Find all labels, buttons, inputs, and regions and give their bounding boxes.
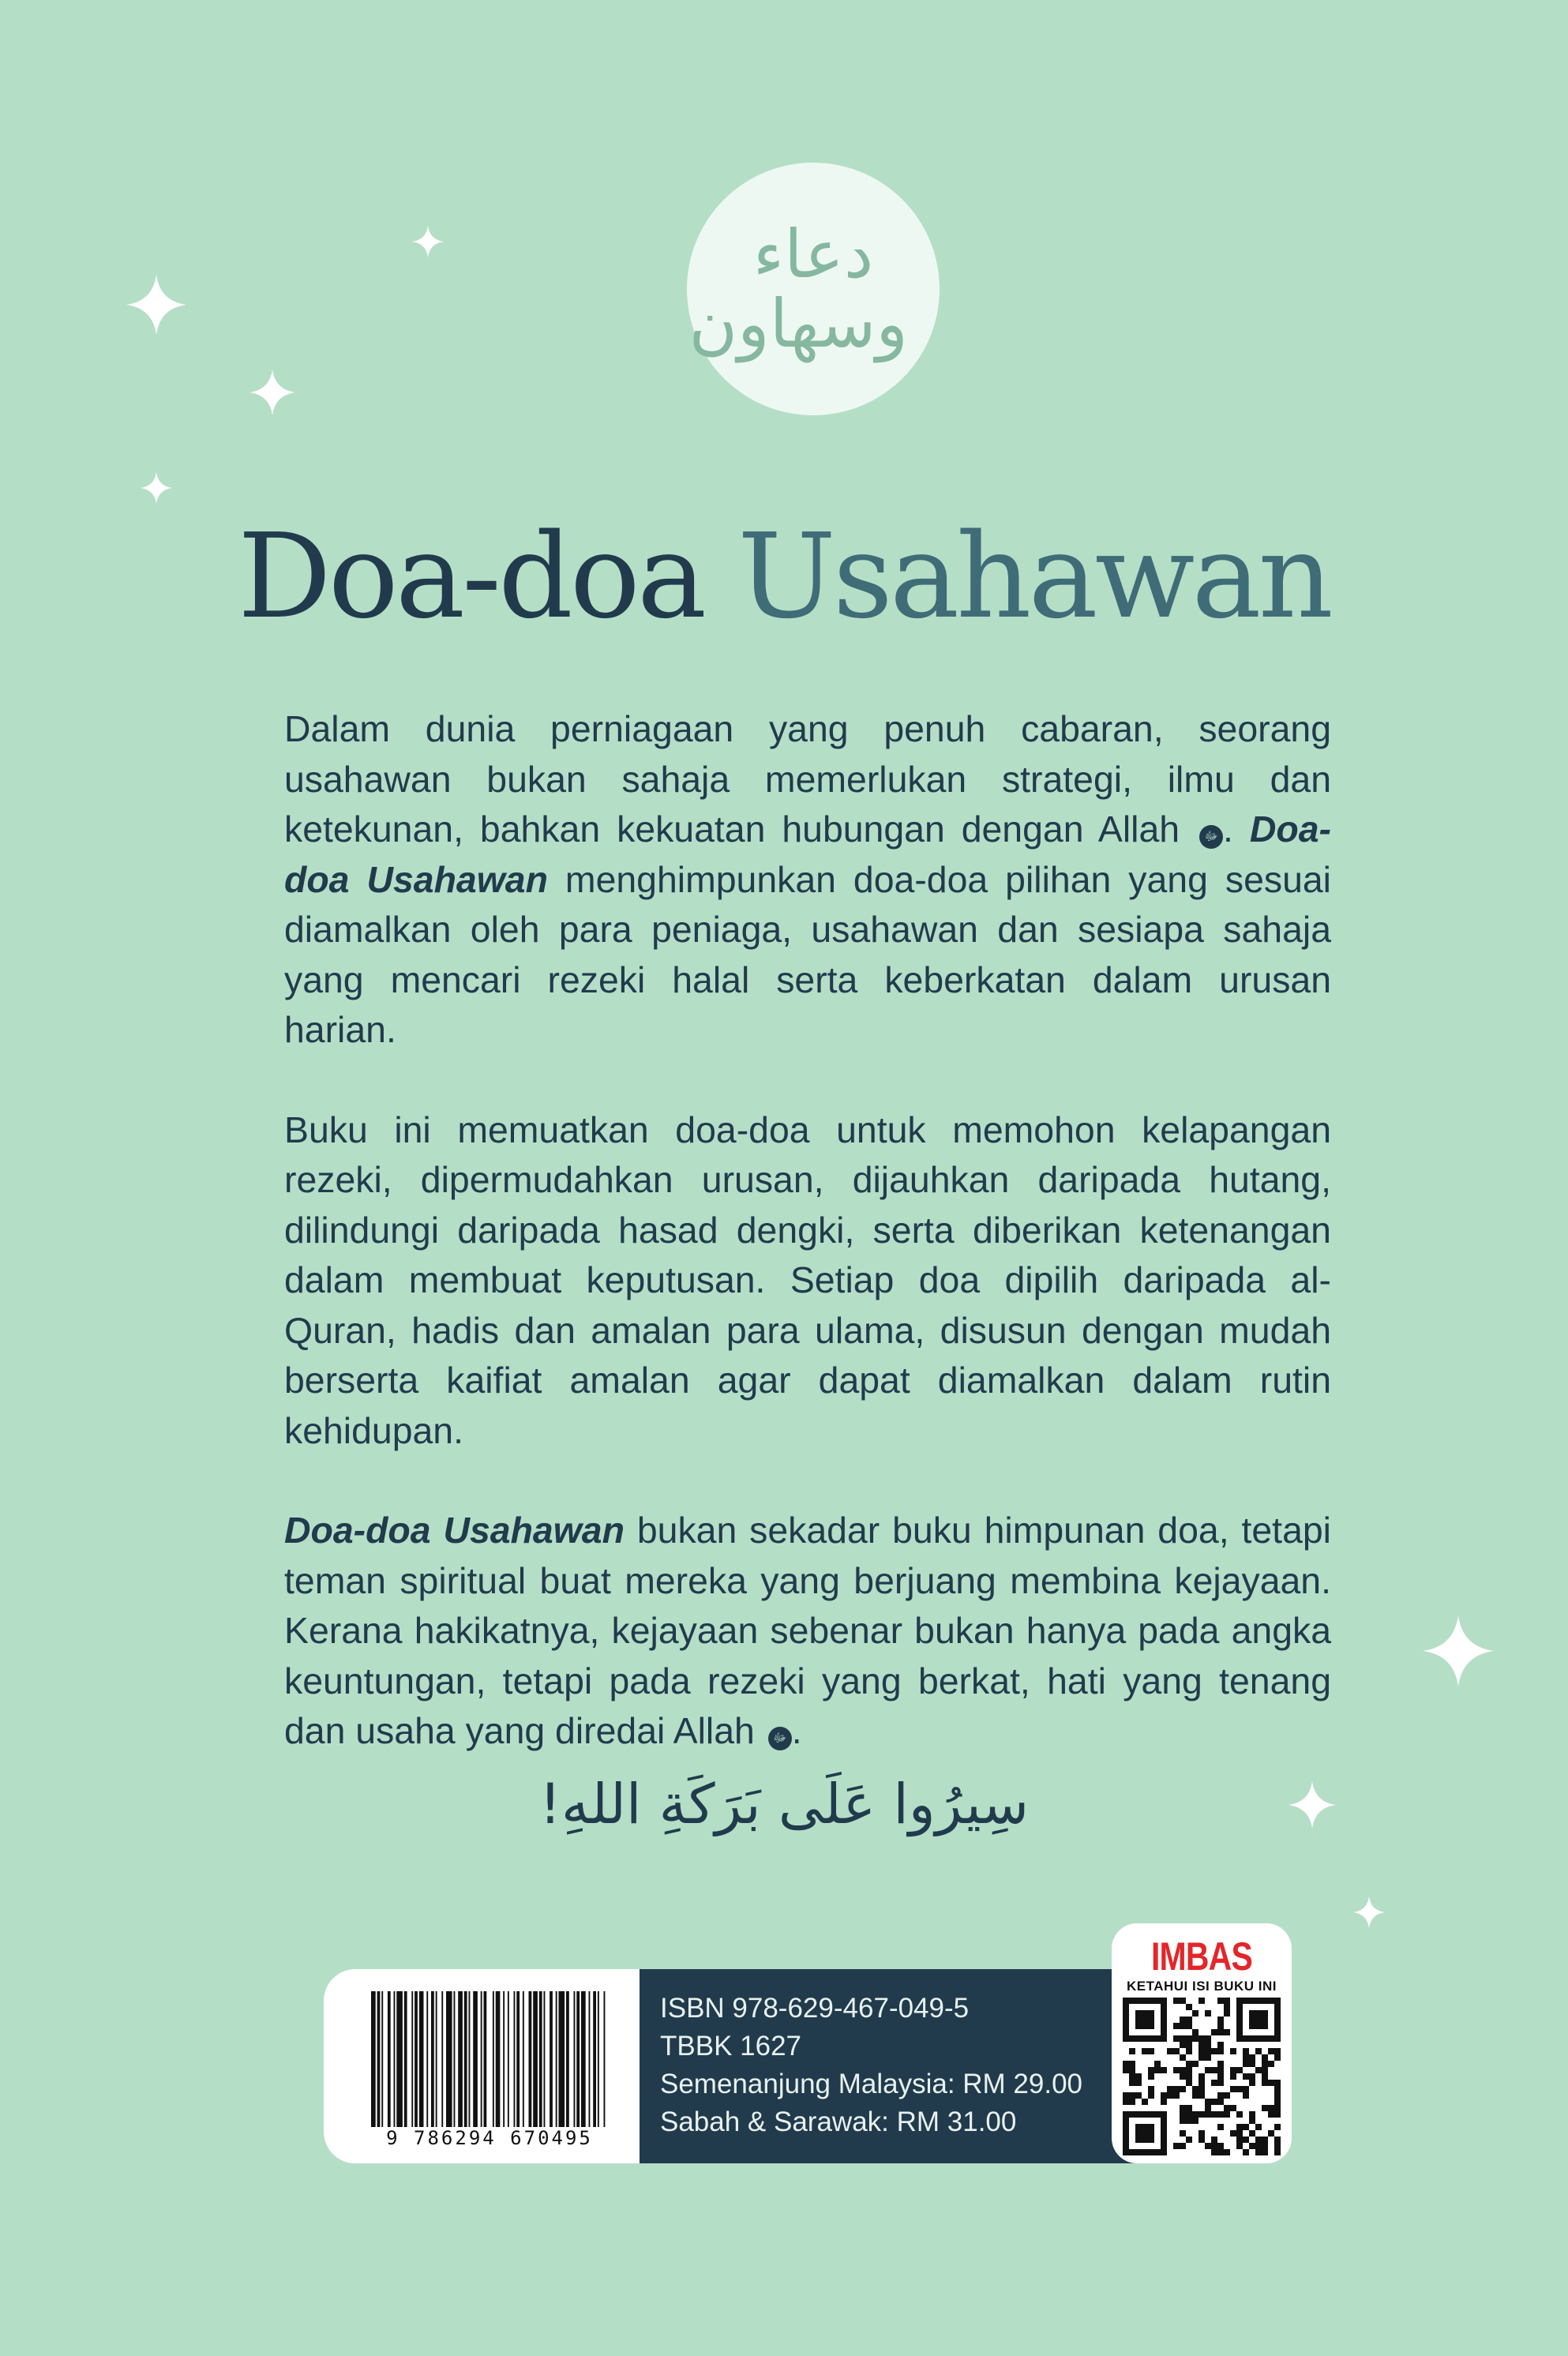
book-title-inline: Doa-doa Usahawan [284,1510,625,1551]
barcode-digits: 9 786294 670495 [386,2127,593,2149]
qr-subtitle: KETAHUI ISI BUKU INI [1126,1979,1277,1994]
sparkle-icon [1353,1896,1385,1928]
swt-glyph-icon: ﷻ [1199,825,1223,849]
sparkle-icon [412,226,444,257]
price-east-malaysia: Sabah & Sarawak: RM 31.00 [660,2107,1017,2137]
qr-code[interactable] [1123,1998,1281,2155]
logo-calligraphy-text: دعاء وسهاون [688,215,908,362]
qr-code-box[interactable] [1112,1923,1292,2163]
arabic-quote: سِيرُوا عَلَى بَرَكَةِ اللهِ! [538,1772,1030,1836]
calligraphy-logo [687,163,940,415]
price-peninsular: Semenanjung Malaysia: RM 29.00 [660,2069,1083,2099]
barcode [324,1969,640,2163]
sparkle-icon [126,275,186,335]
book-title [0,505,1568,647]
book-description [284,704,1331,1757]
book-title-part2: Usahawan [737,508,1330,644]
isbn-text: ISBN 978-629-467-049-5 [660,1993,970,2024]
book-info-panel [324,1969,1202,2163]
description-paragraph-1: Dalam dunia perniagaan yang penuh cabaran, seorang usahawan bukan sahaja memerlukan strategi, ilmu dan ketekunan, bahkan kekuatan hubungan dengan Allah ﷻ . Doa-doa Usahawan menghimpunkan doa-doa pilihan yang sesuai diamalkan oleh para peniaga, usahawan dan sesiapa sahaja yang mencari rezeki halal serta keberkatan dalam urusan harian. [284,708,1331,1050]
description-paragraph-3: Doa-doa Usahawan bukan sekadar buku himpunan doa, tetapi teman spiritual buat mereka yang berjuang membina kejayaan. Kerana hakikatnya, kejayaan sebenar bukan hanya pada angka keuntungan, tetapi pada rezeki yang berkat, hati yang tenang dan usaha yang diredai Allah ﷻ . [284,1510,1331,1751]
book-code-text: TBBK 1627 [660,2031,801,2062]
sparkle-icon [1423,1615,1494,1686]
book-title-inline: Doa-doa Usahawan [284,808,1331,900]
swt-glyph-icon: ﷻ [768,1727,792,1750]
qr-title: IMBAS [1150,1934,1252,1979]
sparkle-icon [249,370,295,415]
barcode-bars [371,1991,608,2127]
description-paragraph-2: Buku ini memuatkan doa-doa untuk memohon kelapangan rezeki, dipermudahkan urusan, dijauhkan daripada hutang, dilindungi daripada hasad dengki, serta diberikan ketenangan dalam membuat keputusan. Setiap doa dipilih daripada al-Quran, hadis dan amalan para ulama, disusun dengan mudah berserta kaifiat amalan agar dapat diamalkan dalam rutin kehidupan. [284,1109,1331,1451]
book-title-part1: Doa-doa [238,508,704,644]
sparkle-icon [141,472,172,504]
